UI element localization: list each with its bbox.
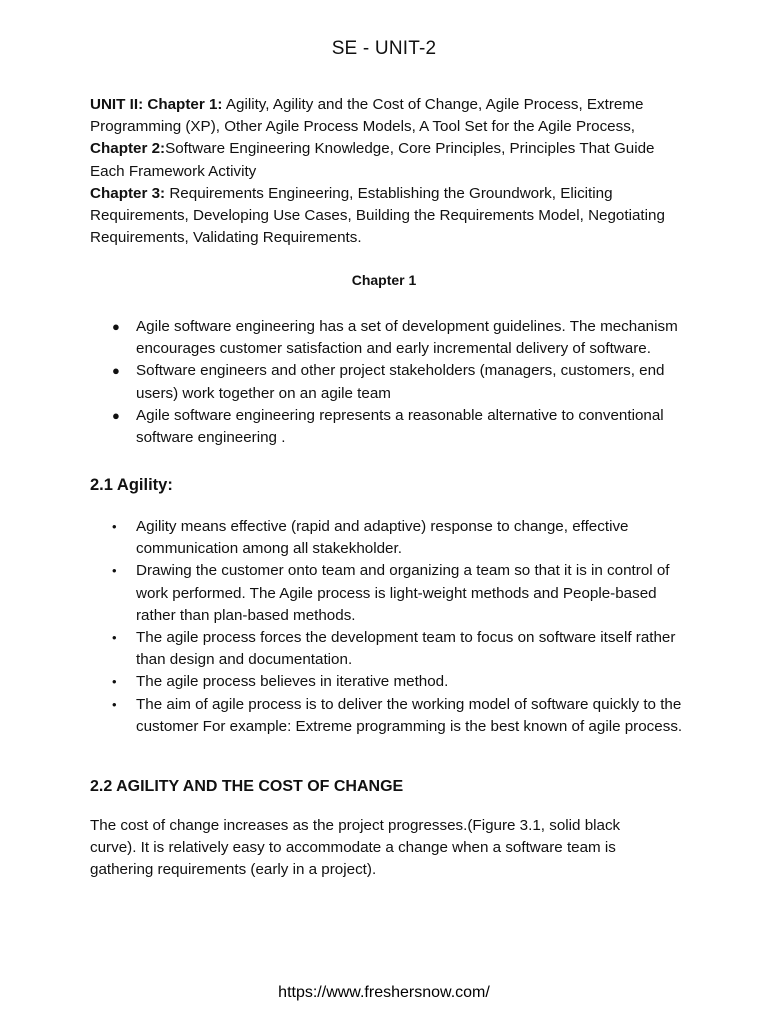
syllabus-block: [90, 94, 690, 249]
list-item: [90, 694, 690, 738]
bullet-icon: •: [112, 519, 117, 534]
bullet-icon: ●: [112, 319, 120, 334]
list-item: [90, 516, 690, 560]
bullet-icon: •: [112, 696, 117, 712]
list-item-text: Software engineers and other project stakeholders (managers, customers, end users) work together on an agile team: [136, 362, 665, 402]
bullet-icon: •: [112, 630, 117, 646]
footer-url[interactable]: https://www.freshersnow.com/: [278, 984, 490, 1001]
document-title: SE - UNIT-2: [331, 38, 437, 59]
chapter1-topics: Agility, Agility and the Cost of Change, Agile Process, Extreme Programming (XP), Other Agile Process Models, A Tool Set for the Agile Process,: [90, 96, 644, 136]
list-item-text: Drawing the customer onto team and organizing a team so that it is in control of work performed. The Agile process is light-weight methods and People-based rather than plan-based methods.: [136, 562, 670, 624]
syllabus-chapter3: [90, 183, 690, 250]
list-item-text: The aim of agile process is to deliver the working model of software quickly to the customer For example: Extreme programming is the best known of agile process.: [136, 695, 683, 735]
section-heading-cost-of-change: 2.2 AGILITY AND THE COST OF CHANGE: [90, 778, 404, 795]
bullet-icon: •: [112, 563, 117, 579]
chapter3-label: Chapter 3:: [90, 184, 166, 202]
bullet-icon: ●: [112, 363, 120, 379]
list-item: [90, 627, 690, 671]
list-item: [90, 560, 690, 627]
chapter2-topics: Software Engineering Knowledge, Core Principles, Principles That Guide Each Framework Activity: [90, 140, 655, 180]
bullet-icon: ●: [112, 407, 120, 423]
unit-label: UNIT II: Chapter 1:: [90, 96, 223, 113]
list-item-text: The agile process believes in iterative method.: [136, 673, 449, 691]
section-heading-agility: 2.1 Agility:: [90, 476, 173, 494]
bullet-icon: •: [112, 674, 117, 690]
list-item: [90, 316, 690, 360]
list-item: [90, 360, 690, 404]
list-item-text: Agile software engineering has a set of development guidelines. The mechanism encourages customer satisfaction and early incremental delivery of software.: [136, 318, 678, 358]
cost-of-change-paragraph: The cost of change increases as the project progresses.(Figure 3.1, solid black curve). It is relatively easy to accommodate a change when a software team is gathering requirements (early in a project).: [90, 817, 621, 879]
chapter-heading: Chapter 1: [351, 272, 417, 288]
list-item-text: The agile process forces the development team to focus on software itself rather than design and documentation.: [136, 629, 676, 669]
list-item-text: Agility means effective (rapid and adaptive) response to change, effective communication among all stakekholder.: [136, 518, 629, 558]
syllabus-chapter1: [90, 94, 690, 138]
list-item: [90, 405, 690, 449]
chapter3-topics: Requirements Engineering, Establishing the Groundwork, Eliciting Requirements, Developing Use Cases, Building the Requirements Model, Negotiating Requirements, Validating Requirements.: [90, 184, 665, 247]
list-item-text: Agile software engineering represents a reasonable alternative to conventional software engineering .: [136, 406, 664, 447]
agility-bullet-list: [90, 516, 690, 738]
chapter2-label: Chapter 2:: [90, 140, 166, 158]
syllabus-chapter2: [90, 138, 690, 182]
chapter1-bullet-list: [90, 316, 690, 449]
list-item: [90, 671, 690, 693]
